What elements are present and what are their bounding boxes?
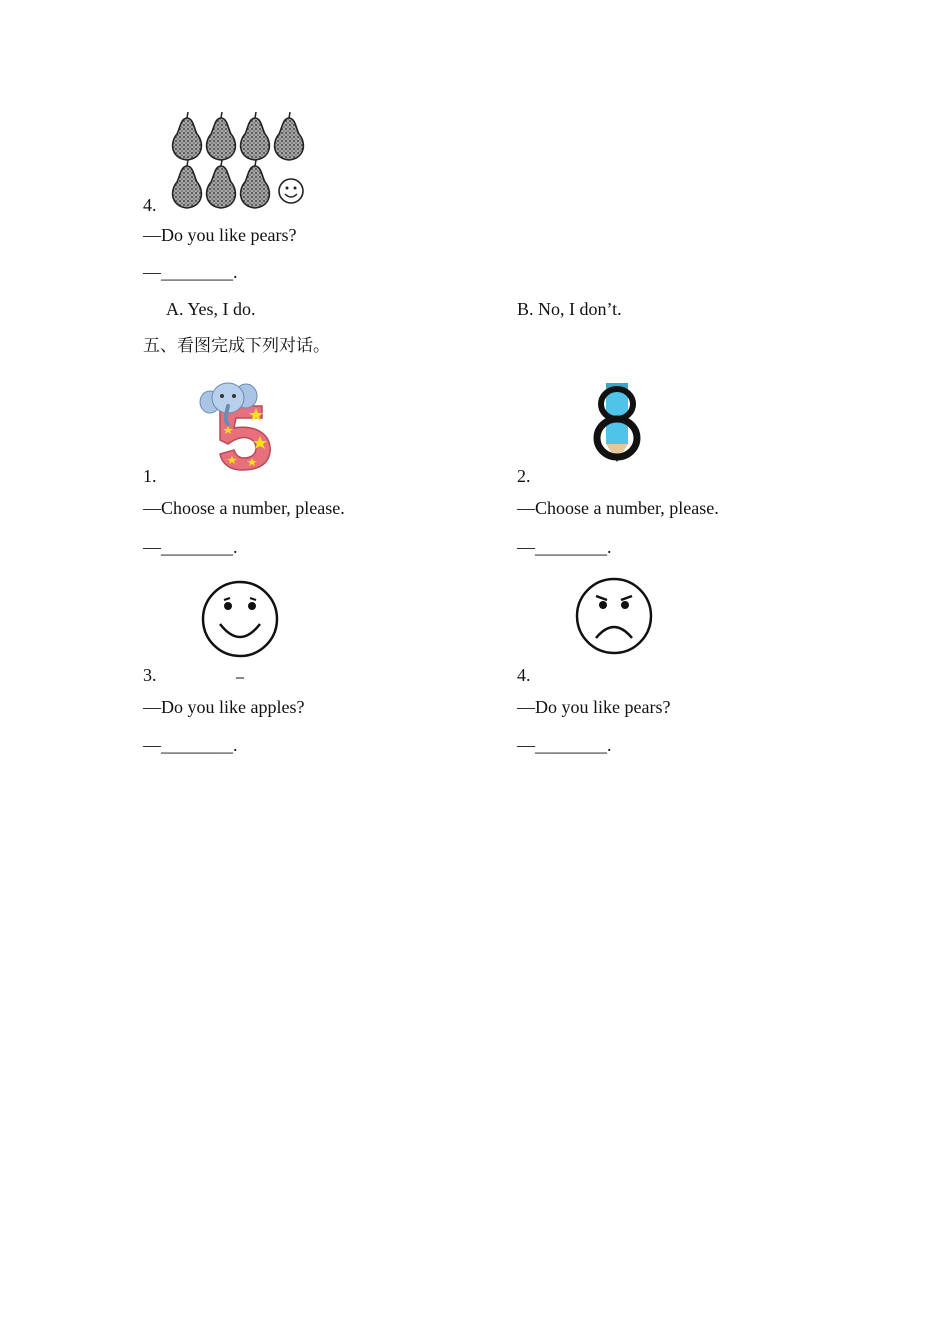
sad-face-icon (574, 576, 656, 658)
question-text: —Do you like pears? (143, 225, 297, 245)
elephant-number-five-icon (198, 378, 278, 473)
question-number: 3. (143, 665, 157, 685)
pear-icon (173, 112, 202, 160)
answer-blank: —________. (517, 735, 612, 755)
option-a: A. Yes, I do. (166, 299, 256, 319)
pear-icon (275, 112, 304, 160)
question-text: —Do you like pears? (517, 697, 671, 717)
pear-icon (173, 160, 202, 208)
happy-face-icon (200, 578, 282, 682)
pears-and-smiley-picture (165, 112, 310, 212)
question-number: 2. (517, 466, 531, 486)
pear-icon (207, 160, 236, 208)
answer-blank: —________. (517, 537, 612, 557)
pear-icon (241, 112, 270, 160)
question-number: 4. (517, 665, 531, 685)
pear-icon (241, 160, 270, 208)
pencil-number-eight-icon (590, 382, 646, 466)
question-text: —Choose a number, please. (143, 498, 345, 518)
answer-blank: —________. (143, 537, 238, 557)
pear-icon (207, 112, 236, 160)
option-b: B. No, I don’t. (517, 299, 622, 319)
answer-blank: —________. (143, 262, 238, 282)
question-number: 1. (143, 466, 157, 486)
question-text: —Do you like apples? (143, 697, 305, 717)
question-number: 4. (143, 195, 157, 215)
answer-blank: —________. (143, 735, 238, 755)
smiley-icon (279, 179, 303, 203)
question-text: —Choose a number, please. (517, 498, 719, 518)
section-heading: 五、看图完成下列对话。 (143, 336, 330, 356)
